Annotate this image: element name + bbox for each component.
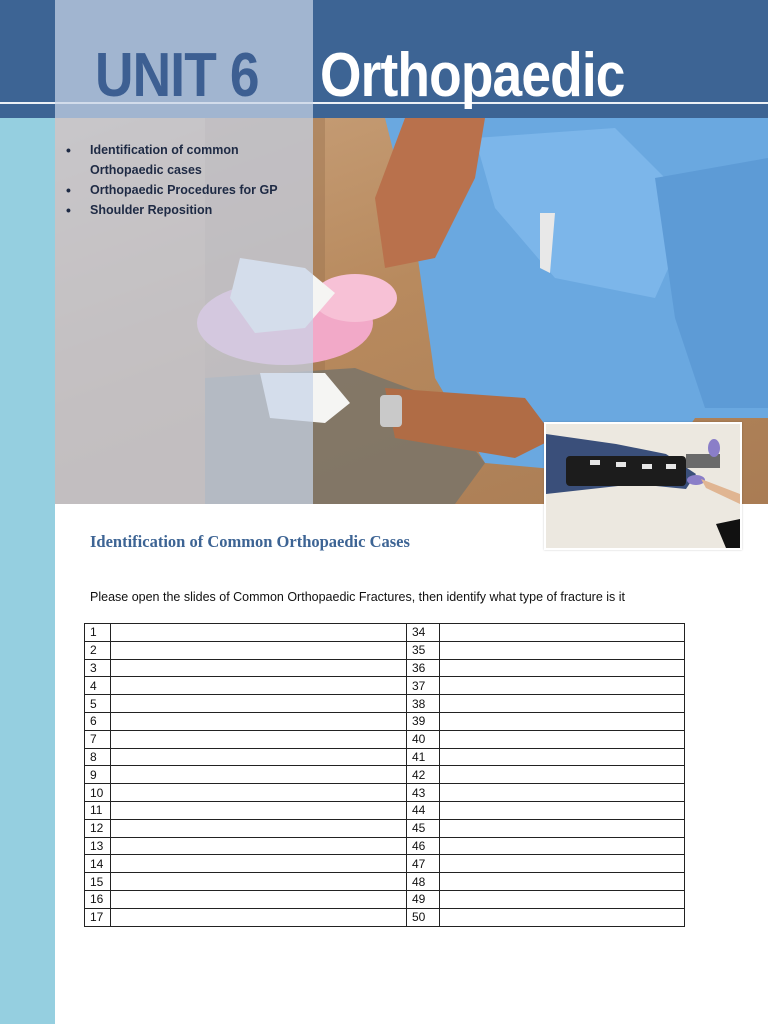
table-row bbox=[85, 695, 685, 713]
question-number: 15 bbox=[85, 873, 111, 891]
question-number: 13 bbox=[85, 837, 111, 855]
topics-list bbox=[66, 140, 306, 220]
answer-cell[interactable] bbox=[440, 890, 685, 908]
answer-cell[interactable] bbox=[111, 855, 407, 873]
answer-cell[interactable] bbox=[440, 624, 685, 642]
answer-cell[interactable] bbox=[440, 801, 685, 819]
question-number: 6 bbox=[85, 712, 111, 730]
question-number: 49 bbox=[407, 890, 440, 908]
answer-cell[interactable] bbox=[111, 801, 407, 819]
answer-cell[interactable] bbox=[111, 659, 407, 677]
answer-cell[interactable] bbox=[440, 677, 685, 695]
table-row bbox=[85, 766, 685, 784]
table-row bbox=[85, 677, 685, 695]
question-number: 45 bbox=[407, 819, 440, 837]
question-number: 4 bbox=[85, 677, 111, 695]
table-row bbox=[85, 748, 685, 766]
table-row bbox=[85, 784, 685, 802]
answer-cell[interactable] bbox=[440, 837, 685, 855]
table-row bbox=[85, 659, 685, 677]
answer-cell[interactable] bbox=[440, 748, 685, 766]
section-heading: Identification of Common Orthopaedic Cases bbox=[90, 532, 410, 551]
answer-cell[interactable] bbox=[111, 748, 407, 766]
answer-cell[interactable] bbox=[440, 659, 685, 677]
question-number: 11 bbox=[85, 801, 111, 819]
answer-cell[interactable] bbox=[440, 855, 685, 873]
answer-cell[interactable] bbox=[111, 695, 407, 713]
answer-cell[interactable] bbox=[440, 641, 685, 659]
topic-item: • Orthopaedic Procedures for GP bbox=[66, 180, 306, 200]
answer-cell[interactable] bbox=[111, 784, 407, 802]
question-number: 17 bbox=[85, 908, 111, 926]
answer-cell[interactable] bbox=[111, 641, 407, 659]
answer-cell[interactable] bbox=[111, 677, 407, 695]
question-number: 8 bbox=[85, 748, 111, 766]
side-accent-bar bbox=[0, 118, 55, 1024]
answer-cell[interactable] bbox=[440, 873, 685, 891]
instruction-text: Please open the slides of Common Orthopaedic Fractures, then identify what type of fracture is it bbox=[90, 590, 625, 604]
question-number: 9 bbox=[85, 766, 111, 784]
question-number: 38 bbox=[407, 695, 440, 713]
question-number: 10 bbox=[85, 784, 111, 802]
question-number: 40 bbox=[407, 730, 440, 748]
question-number: 42 bbox=[407, 766, 440, 784]
question-number: 12 bbox=[85, 819, 111, 837]
question-number: 1 bbox=[85, 624, 111, 642]
answer-cell[interactable] bbox=[440, 819, 685, 837]
table-row bbox=[85, 641, 685, 659]
topic-item: • Identification of common Orthopaedic cases bbox=[66, 140, 306, 180]
topic-item: • Shoulder Reposition bbox=[66, 200, 306, 220]
question-number: 34 bbox=[407, 624, 440, 642]
question-number: 16 bbox=[85, 890, 111, 908]
question-number: 3 bbox=[85, 659, 111, 677]
answer-cell[interactable] bbox=[111, 712, 407, 730]
question-number: 41 bbox=[407, 748, 440, 766]
question-number: 37 bbox=[407, 677, 440, 695]
answer-cell[interactable] bbox=[111, 766, 407, 784]
question-number: 14 bbox=[85, 855, 111, 873]
answer-cell[interactable] bbox=[111, 624, 407, 642]
answer-cell[interactable] bbox=[111, 873, 407, 891]
table-row bbox=[85, 730, 685, 748]
question-number: 50 bbox=[407, 908, 440, 926]
question-number: 7 bbox=[85, 730, 111, 748]
question-number: 43 bbox=[407, 784, 440, 802]
answer-cell[interactable] bbox=[440, 730, 685, 748]
answer-cell[interactable] bbox=[440, 908, 685, 926]
table-row bbox=[85, 890, 685, 908]
answer-table-body bbox=[85, 624, 685, 927]
answer-table bbox=[84, 623, 685, 927]
question-number: 46 bbox=[407, 837, 440, 855]
answer-cell[interactable] bbox=[111, 837, 407, 855]
question-number: 47 bbox=[407, 855, 440, 873]
table-row bbox=[85, 801, 685, 819]
question-number: 44 bbox=[407, 801, 440, 819]
question-number: 5 bbox=[85, 695, 111, 713]
question-number: 36 bbox=[407, 659, 440, 677]
answer-cell[interactable] bbox=[440, 766, 685, 784]
table-row bbox=[85, 855, 685, 873]
table-row bbox=[85, 908, 685, 926]
answer-cell[interactable] bbox=[440, 695, 685, 713]
answer-cell[interactable] bbox=[111, 730, 407, 748]
leg-splint-illustration bbox=[546, 424, 740, 548]
leg-splint-photo bbox=[544, 422, 742, 550]
table-row bbox=[85, 712, 685, 730]
answer-cell[interactable] bbox=[111, 908, 407, 926]
table-row bbox=[85, 819, 685, 837]
question-number: 39 bbox=[407, 712, 440, 730]
table-row bbox=[85, 873, 685, 891]
answer-cell[interactable] bbox=[111, 819, 407, 837]
question-number: 2 bbox=[85, 641, 111, 659]
question-number: 35 bbox=[407, 641, 440, 659]
table-row bbox=[85, 837, 685, 855]
topic-title: Orthopaedic bbox=[320, 41, 625, 110]
answer-cell[interactable] bbox=[440, 784, 685, 802]
question-number: 48 bbox=[407, 873, 440, 891]
unit-title: UNIT 6 bbox=[95, 41, 259, 110]
answer-cell[interactable] bbox=[111, 890, 407, 908]
answer-cell[interactable] bbox=[440, 712, 685, 730]
table-row bbox=[85, 624, 685, 642]
